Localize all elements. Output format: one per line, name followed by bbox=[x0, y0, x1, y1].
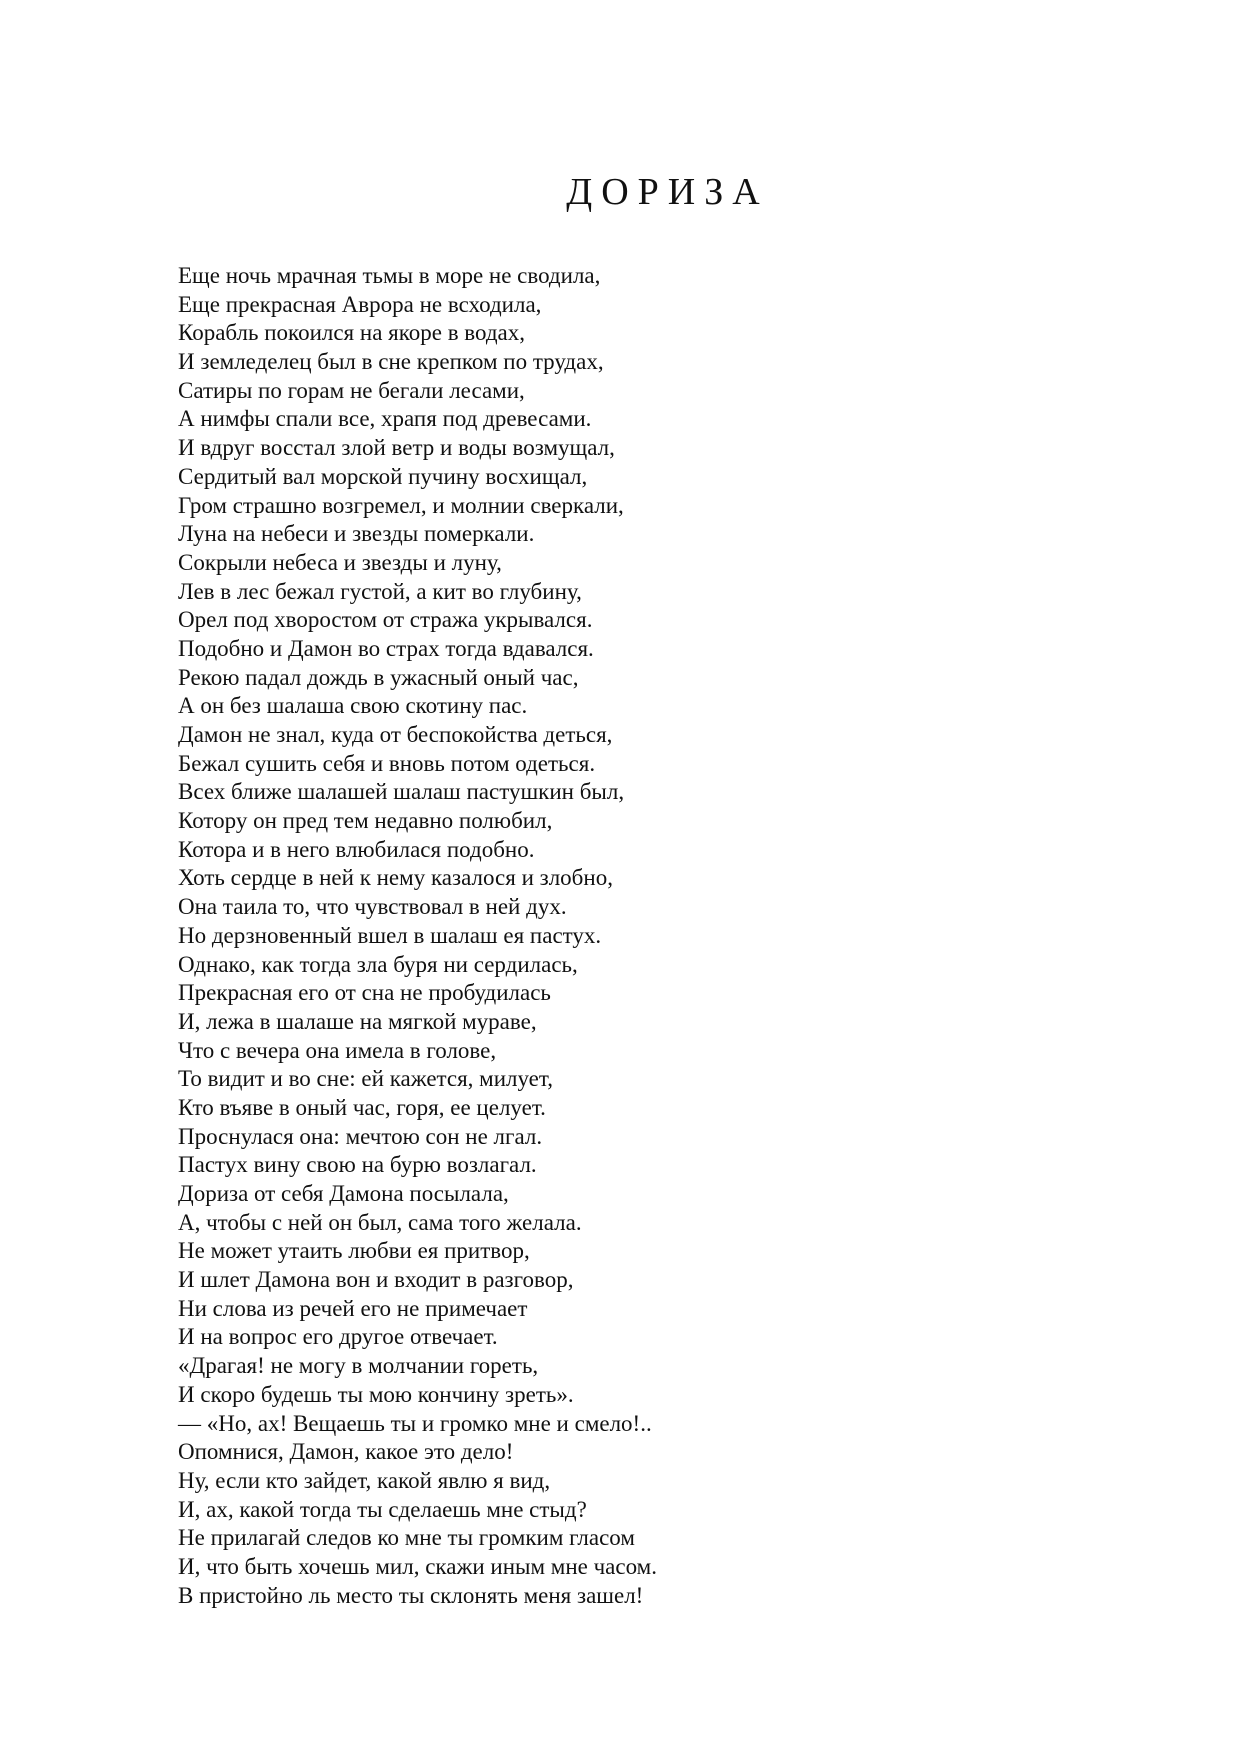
poem-line: И шлет Дамона вон и входит в разговор, bbox=[178, 1267, 574, 1293]
poem-line: Котора и в него влюбилася подобно. bbox=[178, 836, 535, 862]
poem-line: Гром страшно возгремел, и молнии сверкали, bbox=[178, 492, 624, 518]
poem-line: И земледелец был в сне крепком по трудах, bbox=[178, 349, 604, 375]
poem-line: Ни слова из речей его не примечает bbox=[178, 1295, 528, 1321]
poem-line: И вдруг восстал злой ветр и воды возмущал, bbox=[178, 435, 615, 461]
poem-line: Не прилагай следов ко мне ты громким гласом bbox=[178, 1525, 635, 1551]
poem-line: Однако, как тогда зла буря ни сердилась, bbox=[178, 951, 578, 977]
poem-line: А нимфы спали все, храпя под древесами. bbox=[178, 406, 592, 432]
poem-line: Еще прекрасная Аврора не всходила, bbox=[178, 291, 542, 317]
poem-line: Пастух вину свою на бурю возлагал. bbox=[178, 1152, 537, 1178]
poem-line: Она таила то, что чувствовал в ней дух. bbox=[178, 894, 567, 920]
poem-line: А он без шалаша свою скотину пас. bbox=[178, 693, 528, 719]
poem-line: Но дерзновенный вшел в шалаш ея пастух. bbox=[178, 922, 602, 948]
poem-line: Прекрасная его от сна не пробудилась bbox=[178, 980, 551, 1006]
poem-line: Сердитый вал морской пучину восхищал, bbox=[178, 463, 588, 489]
poem-line: Всех ближе шалашей шалаш пастушкин был, bbox=[178, 779, 625, 805]
poem-body bbox=[178, 262, 657, 1610]
poem-line: Хоть сердце в ней к нему казалося и злобно, bbox=[178, 865, 613, 891]
poem-line: — «Но, ах! Вещаешь ты и громко мне и смело!.. bbox=[178, 1410, 652, 1436]
poem-line: И, лежа в шалаше на мягкой мураве, bbox=[178, 1008, 537, 1034]
poem-line: И, ах, какой тогда ты сделаешь мне стыд? bbox=[178, 1496, 587, 1522]
poem-line: Проснулася она: мечтою сон не лгал. bbox=[178, 1123, 543, 1149]
poem-title: ДОРИЗА bbox=[566, 171, 769, 213]
poem-line: Лев в лес бежал густой, а кит во глубину, bbox=[178, 578, 582, 604]
poem-line: Дориза от себя Дамона посылала, bbox=[178, 1181, 509, 1206]
poem-line: Ну, если кто зайдет, какой явлю я вид, bbox=[178, 1467, 551, 1493]
poem-line: И скоро будешь ты мою кончину зреть». bbox=[178, 1381, 574, 1407]
poem-line: Опомнися, Дамон, какое это дело! bbox=[178, 1439, 514, 1465]
poem-line: Бежал сушить себя и вновь потом одеться. bbox=[178, 750, 596, 776]
poem-line: Дамон не знал, куда от беспокойства деться, bbox=[178, 722, 613, 747]
poem-line: Сатиры по горам не бегали лесами, bbox=[178, 377, 525, 403]
poem-line: Корабль покоился на якоре в водах, bbox=[178, 320, 526, 346]
poem-line: Подобно и Дамон во страх тогда вдавался. bbox=[178, 635, 594, 661]
poem-line: Рекою падал дождь в ужасный оный час, bbox=[178, 664, 579, 690]
poem-line: Кто въяве в оный час, горя, ее целует. bbox=[178, 1094, 546, 1120]
poem-line: Луна на небеси и звезды померкали. bbox=[178, 521, 535, 547]
poem-line: А, чтобы с ней он был, сама того желала. bbox=[178, 1209, 582, 1235]
poem-line: Что с вечера она имела в голове, bbox=[178, 1037, 497, 1063]
poem-line: И, что быть хочешь мил, скажи иным мне часом. bbox=[178, 1553, 657, 1579]
poem-line: Орел под хворостом от стража укрывался. bbox=[178, 607, 593, 633]
poem-line: В пристойно ль место ты склонять меня зашел! bbox=[178, 1582, 644, 1608]
poem-line: И на вопрос его другое отвечает. bbox=[178, 1324, 498, 1350]
poem-line: Еще ночь мрачная тьмы в море не сводила, bbox=[178, 263, 601, 288]
poem-line: Котору он пред тем недавно полюбил, bbox=[178, 808, 553, 834]
poem-line: «Драгая! не могу в молчании гореть, bbox=[178, 1353, 539, 1379]
poem-line: Не может утаить любви ея притвор, bbox=[178, 1238, 530, 1264]
poem-line: То видит и во сне: ей кажется, милует, bbox=[178, 1066, 553, 1092]
poem-line: Сокрыли небеса и звезды и луну, bbox=[178, 549, 502, 575]
